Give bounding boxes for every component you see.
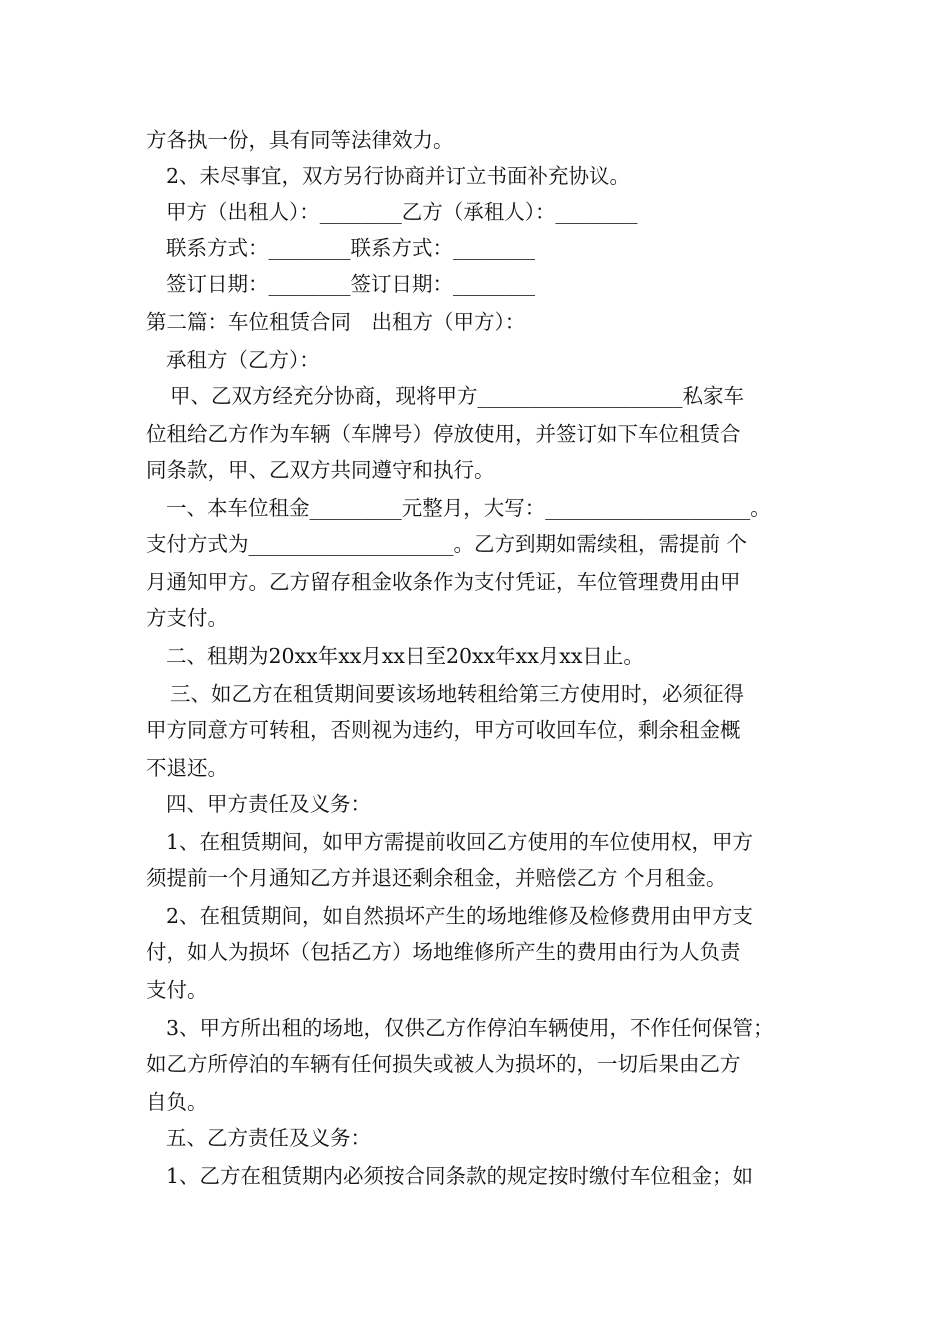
- text-line: 不退还。: [146, 756, 228, 780]
- text-line: 3、甲方所出租的场地，仅供乙方作停泊车辆使用，不作任何保管；: [166, 1016, 774, 1040]
- text-line: 2、未尽事宜，双方另行协商并订立书面补充协议。: [166, 164, 631, 188]
- signature-line-date: 签订日期：________签订日期：________: [166, 272, 535, 296]
- text-line: 月通知甲方。乙方留存租金收条作为支付凭证，车位管理费用由甲: [146, 570, 741, 594]
- text-line: 自负。: [146, 1090, 208, 1114]
- clause-2: 二、租期为20xx年xx月xx日至20xx年xx月xx日止。: [166, 644, 644, 668]
- text-line: 方各执一份，具有同等法律效力。: [146, 128, 454, 152]
- text-line: 甲、乙双方经充分协商，现将甲方____________________私家车: [170, 384, 744, 408]
- text-line: 支付。: [146, 978, 208, 1002]
- text-line: 须提前一个月通知乙方并退还剩余租金，并赔偿乙方 个月租金。: [146, 866, 727, 890]
- text-line: 1、乙方在租赁期内必须按合同条款的规定按时缴付车位租金；如: [166, 1164, 754, 1188]
- text-line: 方支付。: [146, 606, 228, 630]
- text-line: 承租方（乙方）：: [166, 348, 320, 372]
- clause-1: 一、本车位租金_________元整月，大写：____________________。: [166, 496, 771, 520]
- text-line: 2、在租赁期间，如自然损坏产生的场地维修及检修费用由甲方支: [166, 904, 754, 928]
- text-line: 1、在租赁期间，如甲方需提前收回乙方使用的车位使用权，甲方: [166, 830, 754, 854]
- clause-3: 三、如乙方在租赁期间要该场地转租给第三方使用时，必须征得: [170, 682, 744, 706]
- section-heading: 第二篇：车位租赁合同 出租方（甲方）：: [146, 310, 526, 334]
- signature-line-parties: 甲方（出租人）：________乙方（承租人）：________: [166, 200, 638, 224]
- signature-line-contact: 联系方式：________联系方式：________: [166, 236, 535, 260]
- text-line: 支付方式为____________________。乙方到期如需续租，需提前 个: [146, 532, 748, 556]
- text-line: 如乙方所停泊的车辆有任何损失或被人为损坏的，一切后果由乙方: [146, 1052, 741, 1076]
- text-line: 同条款，甲、乙双方共同遵守和执行。: [146, 458, 495, 482]
- text-line: 甲方同意方可转租，否则视为违约，甲方可收回车位，剩余租金概: [146, 718, 741, 742]
- section-heading: 五、乙方责任及义务：: [166, 1126, 371, 1150]
- text-line: 付，如人为损坏（包括乙方）场地维修所产生的费用由行为人负责: [146, 940, 741, 964]
- text-line: 位租给乙方作为车辆（车牌号）停放使用，并签订如下车位租赁合: [146, 422, 741, 446]
- section-heading: 四、甲方责任及义务：: [166, 792, 371, 816]
